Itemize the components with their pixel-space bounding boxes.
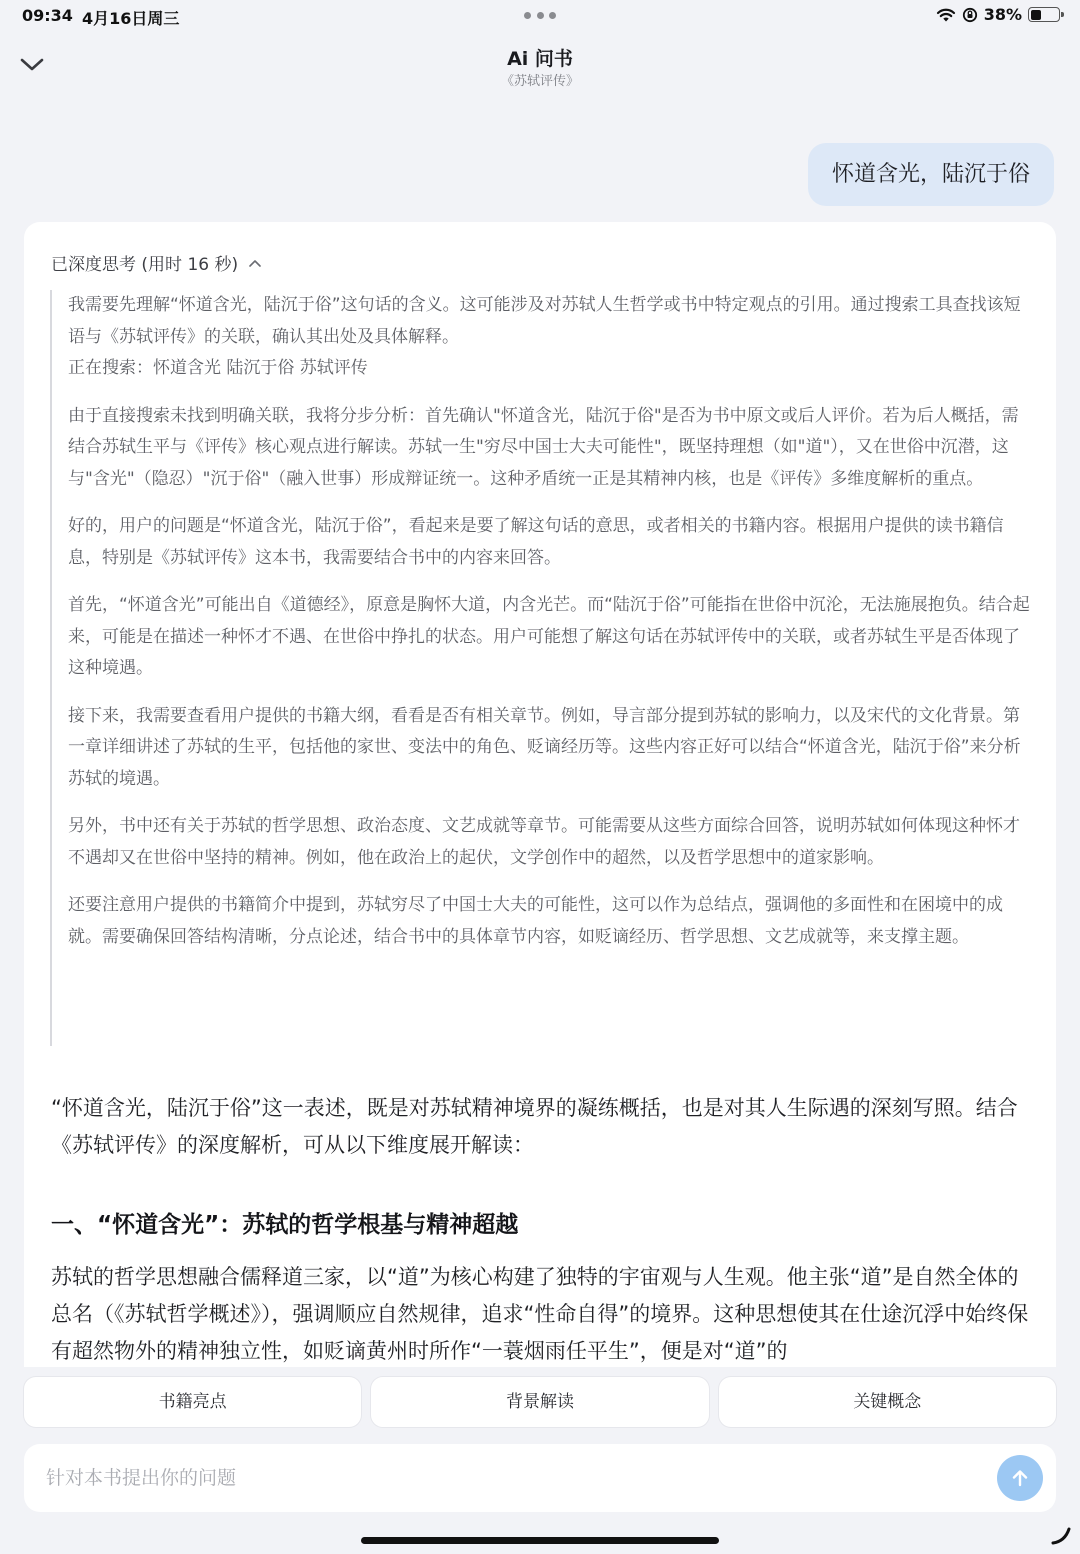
wifi-icon: [936, 7, 956, 23]
answer-section-body: 苏轼的哲学思想融合儒释道三家，以“道”为核心构建了独特的宇宙观与人生观。他主张“道”是自然全体的总名（《苏轼哲学概述》），强调顺应自然规律，追求“性命自得”的境界。这种思想使其在仕途沉浮中始终保有超然物外的精神独立性，如贬谪黄州时所作“一蓑烟雨任平生”，便是对“道”的: [51, 1265, 1029, 1363]
thinking-paragraph: 好的，用户的问题是“怀道含光，陆沉于俗”，看起来是要了解这句话的意思，或者相关的书籍内容。根据用户提供的读书籍信息，特别是《苏轼评传》这本书，我需要结合书中的内容来回答。: [68, 516, 1004, 568]
quick-actions: [24, 1377, 1056, 1427]
page-title: Ai 问书: [507, 48, 573, 70]
answer-section-heading: 一、“怀道含光”：苏轼的哲学根基与精神超越: [51, 1212, 519, 1238]
book-highlights-button[interactable]: 书籍亮点: [24, 1377, 361, 1427]
thinking-toggle[interactable]: [51, 250, 262, 275]
question-input-bar: [24, 1444, 1056, 1512]
key-concepts-button[interactable]: 关键概念: [719, 1377, 1056, 1427]
status-date: 4月16日周三: [82, 9, 180, 28]
arrow-up-icon: [1009, 1467, 1031, 1489]
thinking-content: [50, 290, 1030, 1046]
battery-percent: 38%: [983, 5, 1022, 24]
thinking-paragraph: 还要注意用户提供的书籍简介中提到，苏轼穷尽了中国士大夫的可能性，这可以作为总结点，强调他的多面性和在困境中的成就。需要确保回答结构清晰，分点论述，结合书中的具体章节内容，如贬谪经历、哲学思想、文艺成就等，来支撑主题。: [68, 895, 1003, 947]
battery-level: [1031, 10, 1041, 20]
home-indicator[interactable]: [361, 1537, 719, 1544]
thinking-paragraph: 我需要先理解“怀道含光，陆沉于俗”这句话的含义。这可能涉及对苏轼人生哲学或书中特定观点的引用。通过搜索工具查找该短语与《苏轼评传》的关联，确认其出处及具体解释。: [68, 295, 1021, 347]
thinking-header-label: 已深度思考 (用时 16 秒): [51, 255, 239, 275]
answer-intro: “怀道含光，陆沉于俗”这一表述，既是对苏轼精神境界的凝练概括，也是对其人生际遇的深刻写照。结合《苏轼评传》的深度解析，可从以下维度展开解读：: [51, 1096, 1018, 1157]
multitasking-dots-icon[interactable]: [524, 12, 556, 20]
thinking-search-status: 正在搜索：怀道含光 陆沉于俗 苏轼评传: [68, 358, 368, 378]
thinking-paragraph: 另外，书中还有关于苏轼的哲学思想、政治态度、文艺成就等章节。可能需要从这些方面综合回答，说明苏轼如何体现这种怀才不遇却又在世俗中坚持的精神。例如，他在政治上的起伏，文学创作中的超然，以及哲学思想中的道家影响。: [68, 816, 1020, 868]
user-message-bubble: 怀道含光，陆沉于俗: [808, 143, 1054, 206]
battery-icon: [1028, 7, 1060, 22]
book-subtitle: 《苏轼评传》: [500, 74, 579, 89]
thinking-paragraph: 接下来，我需要查看用户提供的书籍大纲，看看是否有相关章节。例如，导言部分提到苏轼的影响力，以及宋代的文化背景。第一章详细讲述了苏轼的生平，包括他的家世、变法中的角色、贬谪经历等。这些内容正好可以结合“怀道含光，陆沉于俗”来分析苏轼的境遇。: [68, 705, 1021, 789]
send-button[interactable]: [997, 1455, 1043, 1501]
chevron-up-icon: [248, 258, 262, 268]
thinking-paragraph: 由于直接搜索未找到明确关联，我将分步分析：首先确认"怀道含光，陆沉于俗"是否为书中原文或后人评价。若为后人概括，需结合苏轼生平与《评传》核心观点进行解读。苏轼一生"穷尽中国士大夫可能性"，既坚持理想（如"道"），又在世俗中沉潜，这与"含光"（隐忍）"沉于俗"（融入世事）形成辩证统一。这种矛盾统一正是其精神内核，也是《评传》多维度解析的重点。: [68, 405, 1019, 489]
background-reading-button[interactable]: 背景解读: [371, 1377, 708, 1427]
orientation-lock-icon: [962, 7, 978, 23]
status-time: 09:34: [22, 6, 73, 25]
status-bar: [0, 0, 1080, 32]
answer-card: [24, 222, 1056, 1367]
question-input[interactable]: [46, 1458, 926, 1498]
pencil-scribble-icon: [1050, 1524, 1072, 1546]
thinking-paragraph: 首先，“怀道含光”可能出自《道德经》，原意是胸怀大道，内含光芒。而“陆沉于俗”可能指在世俗中沉沦，无法施展抱负。结合起来，可能是在描述一种怀才不遇、在世俗中挣扎的状态。用户可能想了解这句话在苏轼评传中的关联，或者苏轼生平是否体现了这种境遇。: [68, 595, 1030, 678]
